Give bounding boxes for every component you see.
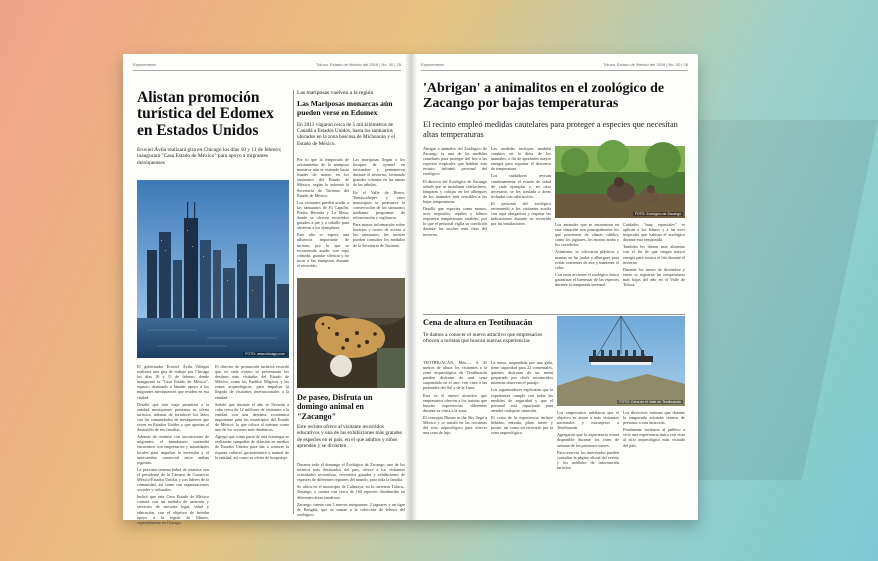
left-folio <box>133 62 401 71</box>
teotihuacan-deck: Te damos a conocer el nuevo atractivo que empresarios ofrecen a turistas que buscan nuevas experiencias <box>423 332 543 345</box>
paragraph: También les dieron más alimento con el fin de que tengan mayor energía para resistir el frío durante el invierno. <box>623 244 685 265</box>
mariposas-body-b <box>353 157 405 290</box>
left-main-headline: Alistan promoción turística del Edomex en Estados Unidos <box>137 89 274 139</box>
left-main-body <box>137 364 209 525</box>
zoo-body <box>297 462 405 517</box>
paragraph: Los visitantes pueden acudir a los santuarios de El Capulín, Piedra Herrada y La Mesa, donde se ofrecen recorridos guiados a pie y a caballo para observar a los ejemplares. <box>297 199 349 231</box>
jaguar-image <box>297 278 405 388</box>
paragraph: Detalló que este viaje permitirá a la entidad mexiquense presentar su oferta turística, además de fortalecer los lazos con las comunidades de mexiquenses que viven en Estados Unidos y que aportan al desarrollo de sus familias. <box>137 401 209 433</box>
left-middle-body <box>215 364 289 512</box>
paragraph: Finalmente invitaron al público a vivir una experiencia única con vista al sitio arqueológico más visitado del país. <box>623 427 685 448</box>
teotihuacan-body-c <box>557 410 619 512</box>
paragraph: El concepto Dinner in the Sky llegó a México y se instaló en las cercanías del sitio arqueológico para ofrecer una cena de lujo. <box>423 414 487 436</box>
mariposas-body-a <box>297 157 349 290</box>
paragraph: En el Valle de Bravo, Temascaltepec y otros municipios se promueve la conservación de los santuarios mediante programas de reforestación y vigilancia. <box>353 189 405 221</box>
paragraph: Los animales que se encuentran en esta situación son principalmente los que provienen de climas cálidos, como los jaguares, los monos araña y los cocodrilos. <box>555 222 619 248</box>
paragraph: Además de reunirse con asociaciones de migrantes, el mandatario sostendrá encuentros con empresarios y autoridades locales para impulsar la inversión y el intercambio comercial entre ambas regiones. <box>137 434 209 465</box>
paragraph: Asimismo, se colocaron plásticos y mantas en las jaulas y albergues para evitar corrientes de aire y mantener el calor. <box>555 249 619 270</box>
paragraph: El director del Zoológico de Zacango señaló que se instalaron calefactores, lámparas y cobijas en los albergues de los animales más sensibles a las bajas temperaturas. <box>423 178 487 204</box>
paragraph: El gobernador Eruviel Ávila Villegas realizará una gira de trabajo por Chicago los días 10 y 11 de febrero, donde inaugurará la "Casa Estado de México", espacio destinado a brindar apoyo a los migrantes mexiquenses que residen en esa ciudad. <box>137 364 209 400</box>
chicago-skyline-photo <box>137 180 289 358</box>
teotihuacan-body-b <box>491 360 553 512</box>
paragraph: Cuidados "muy especiales" se aplican a los felinos y a las aves tropicales que habitan el zoológico durante esta temporada. <box>623 222 685 243</box>
zoo-photo-caption: FOTO: Zoológico de Zacango <box>634 212 681 216</box>
paragraph: Indicó que esta Casa Estado de México contará con un módulo de atención y servicios de asesoría legal, salud y educación, con el objetivo de brindar apoyo a la región de Illinois, especialmente en Chicago. <box>137 494 209 525</box>
dinner-photo-caption: FOTO: Cena en el Valle de Teotihuacán <box>619 400 681 404</box>
paragraph: Por lo que la temporada de avistamiento de la mariposa monarca aún se extiende hasta finales de marzo en los santuarios del Estado de México, según lo informó la Secretaría de Turismo del Estado de México. <box>297 157 349 198</box>
section-divider <box>423 314 685 315</box>
paragraph: Esta es el nuevo atractivo que empresarios ofrecen a los turistas que buscan experiencias diferentes durante su visita a la zona. <box>423 392 487 413</box>
paragraph: Durante los meses de diciembre y enero se registran las temperaturas más bajas del año en el Valle de Toluca. <box>623 266 685 288</box>
paragraph: Los empresarios señalaron que el objetivo es atraer a más visitantes nacionales y extranjeros a Teotihuacán. <box>557 410 619 431</box>
teotihuacan-headline: Cena de altura en Teotihuacán <box>423 318 533 327</box>
dinner-in-the-sky-photo <box>557 316 685 406</box>
paragraph: El director de promoción turística recordó que en cada evento se presentarán los destinos más visitados del Estado de México, como los Pueblos Mágicos y las zonas arqueológicas, para impulsar la llegada de visitantes internacionales a la entidad. <box>215 364 289 400</box>
right-page <box>411 54 698 520</box>
dinner-in-the-sky-image <box>557 316 685 406</box>
paragraph: Se ubica en el municipio de Calimaya, en la carretera Toluca–Tenango, y cuenta con cerca de 160 especies distribuidas en diferentes áreas temáticas. <box>297 484 405 500</box>
paragraph: Agregaron que la experiencia estará disponible durante los fines de semana de los próximos meses. <box>557 432 619 448</box>
column-divider <box>293 90 294 514</box>
right-main-headline: 'Abrigan' a animalitos en el zoológico de Zacango por bajas temperaturas <box>423 81 665 111</box>
right-col2-body <box>491 146 551 308</box>
left-folio-date: Toluca, Estado de México del 2016 | No. 00 | 25 <box>316 62 401 67</box>
paragraph: Las medidas incluyen también cambios en la dieta de los animales, a fin de aportarles mayor energía para soportar el descenso de temperatura. <box>491 146 551 172</box>
right-folio-date: Toluca, Estado de México del 2016 | No. 00 | 26 <box>603 62 688 67</box>
right-col4-body <box>623 222 685 310</box>
paragraph: Los cuidadores revisan continuamente el estado de salud de cada ejemplar y, en caso necesario, se les traslada a áreas techadas con calefacción. <box>491 173 551 199</box>
zoo-monkeys-image <box>555 146 685 218</box>
zoo-headline: De paseo, Disfruta un domingo animal en "Zacango" <box>297 393 373 421</box>
zoo-deck: Este recinto ofrece al visitante recorridos educativos y una de las exhibiciones más grandes de especies en el país, en el que adultos y niños aprenden y se divierten <box>297 424 402 450</box>
left-main-deck: Eruviel Ávila realizará gira en Chicago los días 10 y 11 de febrero; inaugurará "Casa Estado de México" para apoyo a migrantes mexiquenses <box>137 147 282 166</box>
paragraph: Agregó que como parte de esta estrategia se realizarán campañas de difusión en medios de Estados Unidos para dar a conocer la riqueza cultural, gastronómica y natural de la entidad, así como su oferta de hospedaje. <box>215 434 289 460</box>
paragraph: Señaló que durante el año se llevarán a cabo cerca de 12 millones de visitantes a la entidad con una derrama económica importante para los municipios del Estado de México, lo que coloca al turismo como uno de los sectores más dinámicos. <box>215 401 289 433</box>
chicago-photo-caption: FOTO: www.chicago.com <box>245 352 285 356</box>
paragraph: El costo de la experiencia incluye bebidas, entrada, plato fuerte y postre, así como un recorrido por la zona arqueológica. <box>491 414 553 436</box>
teotihuacan-body-a <box>423 360 487 512</box>
paragraph: Este año se espera una afluencia importante de turistas, por lo que se recomienda acudir con ropa cómoda, guardar silencio y no tocar a las mariposas durante el recorrido. <box>297 232 349 268</box>
paragraph: La próxima semana habrá de reunirse con el presidente de la Cámara de Comercio México-Estados Unidos y con líderes de la comunidad, así como con organizaciones sociales y culturales. <box>137 466 209 493</box>
right-folio <box>421 62 688 71</box>
teotihuacan-body-d <box>623 410 685 512</box>
right-folio-brand: Exponenews <box>421 62 444 67</box>
right-col1-body <box>423 146 487 308</box>
paragraph: Las mariposas llegan a los bosques de oyamel en noviembre y permanecen durante el invierno, formando grandes colonias en las ramas de los árboles. <box>353 157 405 188</box>
paragraph: Para mayor información sobre horarios y costos de acceso a los santuarios, los turistas pueden consultar los módulos de la Secretaría de Turismo. <box>353 222 405 248</box>
mariposas-deck: En 2013 viajaron cerca de 5 mil kilómetros de Canadá a Estados Unidos, hasta los santuarios ubicados en la zona boscosa de Michoacán y el Estado de México. <box>297 122 395 147</box>
paragraph: Con estas acciones el zoológico busca garantizar el bienestar de las especies durante la temporada invernal. <box>555 271 619 288</box>
paragraph: Zacango cuenta con 3 nuevos integrantes: 2 jaguares y un tigre de Bengala, que se suman a la colección de felinos del zoológico. <box>297 501 405 517</box>
paragraph: Detalló que especies como monos, aves tropicales, reptiles y felinos requieren temperaturas estables, por lo que el personal vigila su condición durante las noches más frías del invierno. <box>423 206 487 237</box>
paragraph: Para reservar, los interesados pueden consultar la página oficial del evento y los módulos de información turística. <box>557 449 619 470</box>
newspaper-spread <box>123 54 698 525</box>
left-page <box>123 54 411 525</box>
paragraph: El personal del zoológico recomendó a los visitantes acudir con ropa abrigadora y respetar las indicaciones durante su recorrido por las instalaciones. <box>491 200 551 227</box>
left-folio-brand: Exponenews <box>133 62 156 67</box>
paragraph: Abrigar a animales del Zoológico de Zacango es una de las medidas cautelares para proteger del frío a las especies tropicales que habitan este recinto, informó personal del zoológico. <box>423 146 487 177</box>
jaguar-photo <box>297 278 405 388</box>
right-col3-body <box>555 222 619 310</box>
paragraph: Los organizadores explicaron que la experiencia cumple con todas las medidas de seguridad y que el personal está capacitado para atender cualquier situación. <box>491 387 553 413</box>
mariposas-headline: Las Mariposas monarcas aún pueden verse en Edomex <box>297 99 393 117</box>
paragraph: La mesa, suspendida por una grúa, tiene capacidad para 22 comensales, quienes disfrutan de un menú preparado por chefs reconocidos mientras observan el paisaje. <box>491 360 553 386</box>
paragraph: Durante todo el domingo el Zoológico de Zacango, uno de los recintos más destacados del país, ofrece a los visitantes actividades recreativas, recorridos guiados y exhibiciones de especies de diferentes regiones del mundo, para toda la familia. <box>297 462 405 483</box>
paragraph: TEOTIHUACÁN, Méx.— A 45 metros de altura los visitantes a la zona arqueológica de Teotihuacán pueden disfrutar de una cena suspendida en el aire, con vista a las pirámides del Sol y de la Luna. <box>423 360 487 391</box>
right-main-deck: El recinto empleó medidas cautelares para proteger a especies que necesitan altas temperaturas <box>423 120 678 140</box>
mariposas-kicker: Las mariposas vuelven a la región <box>297 90 374 96</box>
zoo-monkeys-photo <box>555 146 685 218</box>
paragraph: Los directivos estiman que durante la temporada asistirán cientos de personas a esta atracción. <box>623 410 685 426</box>
chicago-skyline-image <box>137 180 289 358</box>
